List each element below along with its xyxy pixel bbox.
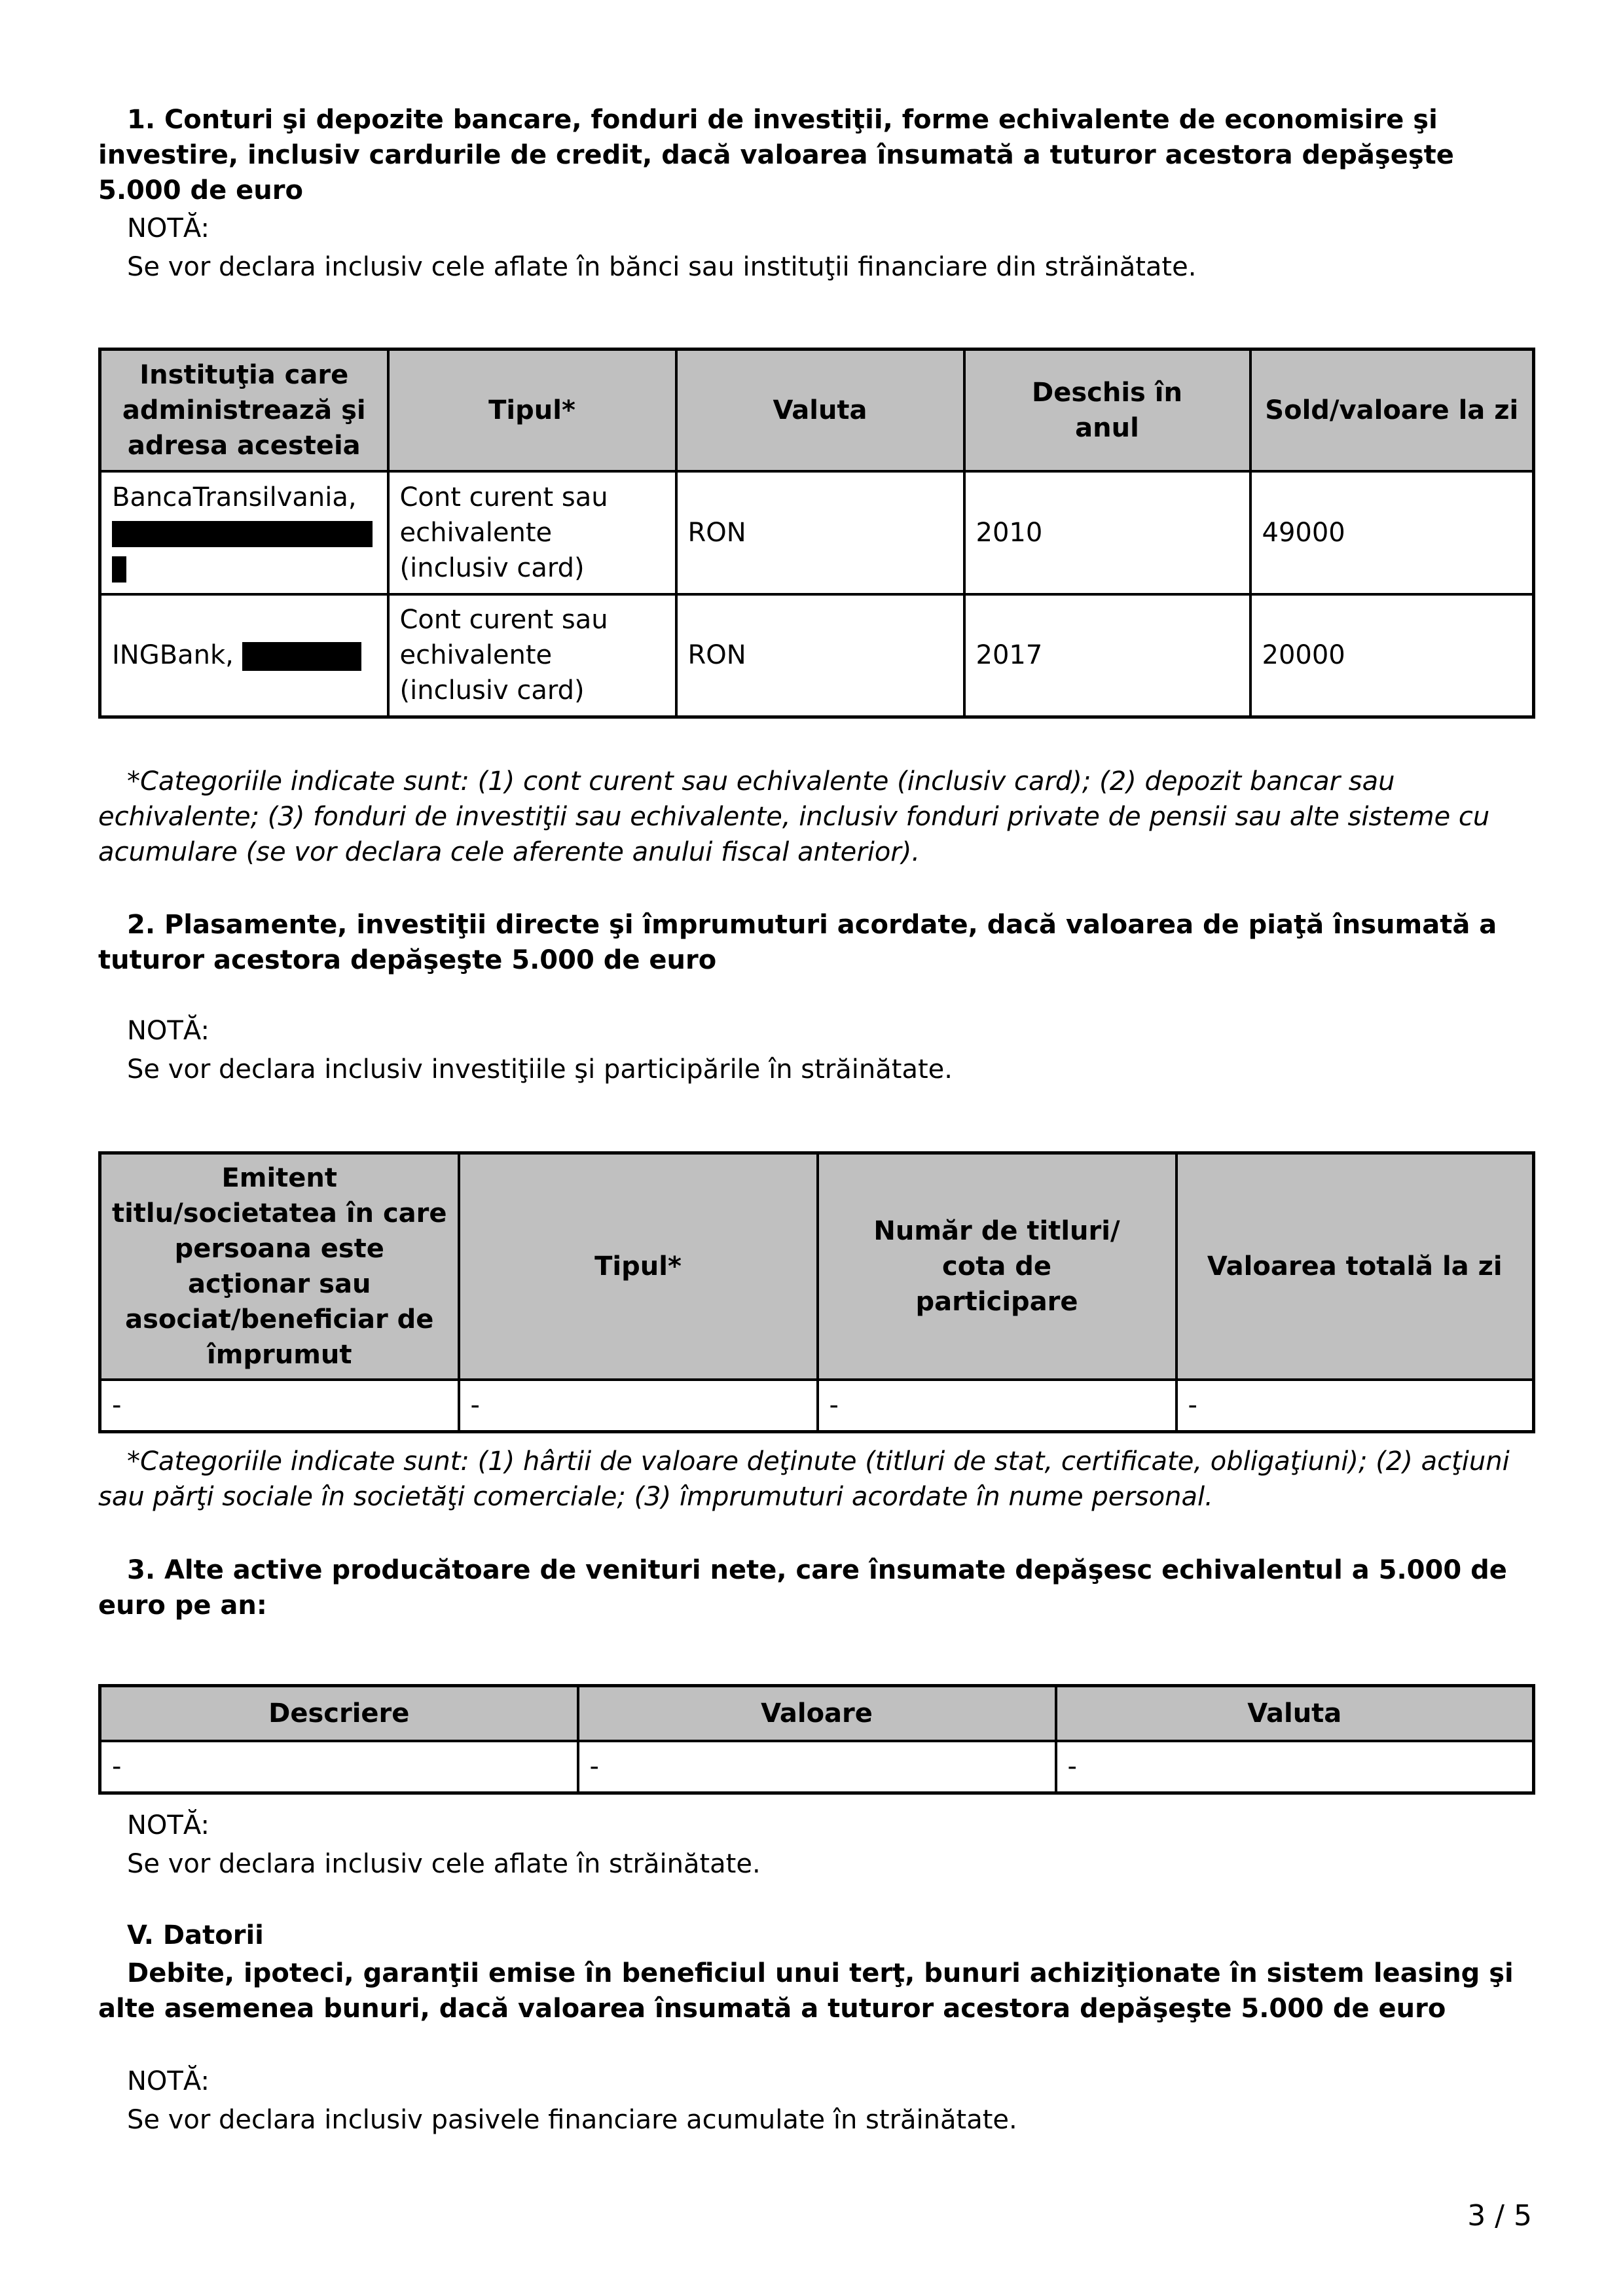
note-text: Se vor declara inclusiv pasivele financiare acumulate în străinătate. [127, 2105, 1017, 2135]
column-header: Valoarea totală la zi [1176, 1153, 1534, 1380]
table-cell: - [1056, 1741, 1534, 1793]
balance-cell: 20000 [1250, 594, 1534, 717]
note-label: NOTĂ: [127, 1016, 210, 1046]
investments-table [98, 1151, 1535, 1433]
currency-cell: RON [676, 594, 964, 717]
section1-note [98, 209, 1561, 287]
year-cell: 2017 [964, 594, 1250, 717]
currency-cell: RON [676, 471, 964, 594]
table-row [100, 471, 1534, 594]
column-header: Valoare [578, 1686, 1056, 1741]
type-cell: Cont curent sau echivalente (inclusiv card) [388, 594, 676, 717]
table-row [100, 1380, 1534, 1432]
institution-name: INGBank, [112, 640, 234, 671]
redacted-address [112, 556, 126, 583]
institution-name: BancaTransilvania, [112, 482, 357, 512]
column-header: Sold/valoare la zi [1250, 350, 1534, 471]
institution-cell [100, 471, 388, 594]
column-header: Valuta [676, 350, 964, 471]
column-header: Număr de titluri/ cota de participare [818, 1153, 1176, 1380]
table-header-row [100, 1686, 1534, 1741]
column-header: Valuta [1056, 1686, 1534, 1741]
other-assets-table [98, 1684, 1535, 1795]
note-label: NOTĂ: [127, 1810, 210, 1840]
section2-heading: 2. Plasamente, investiţii directe şi împrumuturi acordate, dacă valoarea de piaţă însumată a tuturor acestora depăşeşte 5.000 de euro [98, 910, 1497, 975]
table-cell: - [100, 1741, 578, 1793]
redacted-address [112, 521, 373, 547]
table-cell: - [100, 1380, 459, 1432]
section5-note [98, 2062, 1561, 2140]
note-text: Se vor declara inclusiv investiţiile şi participările în străinătate. [127, 1054, 953, 1085]
table-row [100, 594, 1534, 717]
table-row [100, 1741, 1534, 1793]
year-cell: 2010 [964, 471, 1250, 594]
column-header: Emitent titlu/societatea în care persoana este acţionar sau asociat/beneficiar de împrumut [100, 1153, 459, 1380]
table-cell: - [1176, 1380, 1534, 1432]
section1-heading: 1. Conturi şi depozite bancare, fonduri de investiţii, forme echivalente de economisire şi investire, inclusiv cardurile de credit, dacă valoarea însumată a tuturor acestora depăşeşte 5.000 de euro [98, 105, 1454, 206]
table-cell: - [578, 1741, 1056, 1793]
section3-note [98, 1806, 1561, 1884]
institution-cell [100, 594, 388, 717]
column-header: Tipul* [459, 1153, 818, 1380]
table-header-row [100, 350, 1534, 471]
column-header: Deschis în anul [964, 350, 1250, 471]
type-cell: Cont curent sau echivalente (inclusiv card) [388, 471, 676, 594]
table-header-row [100, 1153, 1534, 1380]
note-label: NOTĂ: [127, 213, 210, 243]
column-header: Instituţia care administrează şi adresa acesteia [100, 350, 388, 471]
note-label: NOTĂ: [127, 2066, 210, 2096]
section1-footnote: *Categoriile indicate sunt: (1) cont curent sau echivalente (inclusiv card); (2) depozit bancar sau echivalente; (3) fonduri de investiţii sau echivalente, inclusiv fonduri private de pensii sau alte sisteme cu acumulare (se vor declara cele aferente anului fiscal anterior). [98, 766, 1490, 867]
page-number: 3 / 5 [1467, 2199, 1532, 2233]
column-header: Tipul* [388, 350, 676, 471]
redacted-address [242, 642, 361, 671]
balance-cell: 49000 [1250, 471, 1534, 594]
section5-title: V. Datorii [127, 1920, 264, 1950]
section3-heading: 3. Alte active producătoare de venituri nete, care însumate depăşesc echivalentul a 5.000 de euro pe an: [98, 1555, 1507, 1621]
bank-accounts-table [98, 348, 1535, 719]
column-header: Descriere [100, 1686, 578, 1741]
table-cell: - [818, 1380, 1176, 1432]
section5-heading: Debite, ipoteci, garanţii emise în beneficiul unui terţ, bunuri achiziţionate în sistem leasing şi alte asemenea bunuri, dacă valoarea însumată a tuturor acestora depăşeşte 5.000 de euro [98, 1958, 1514, 2024]
section2-footnote: *Categoriile indicate sunt: (1) hârtii de valoare deţinute (titluri de stat, certificate, obligaţiuni); (2) acţiuni sau părţi sociale în societăţi comerciale; (3) împrumuturi acordate în nume personal. [98, 1446, 1510, 1512]
section2-note [98, 1012, 1561, 1089]
note-text: Se vor declara inclusiv cele aflate în bănci sau instituţii financiare din străinătate. [127, 252, 1197, 282]
note-text: Se vor declara inclusiv cele aflate în străinătate. [127, 1849, 761, 1879]
table-cell: - [459, 1380, 818, 1432]
